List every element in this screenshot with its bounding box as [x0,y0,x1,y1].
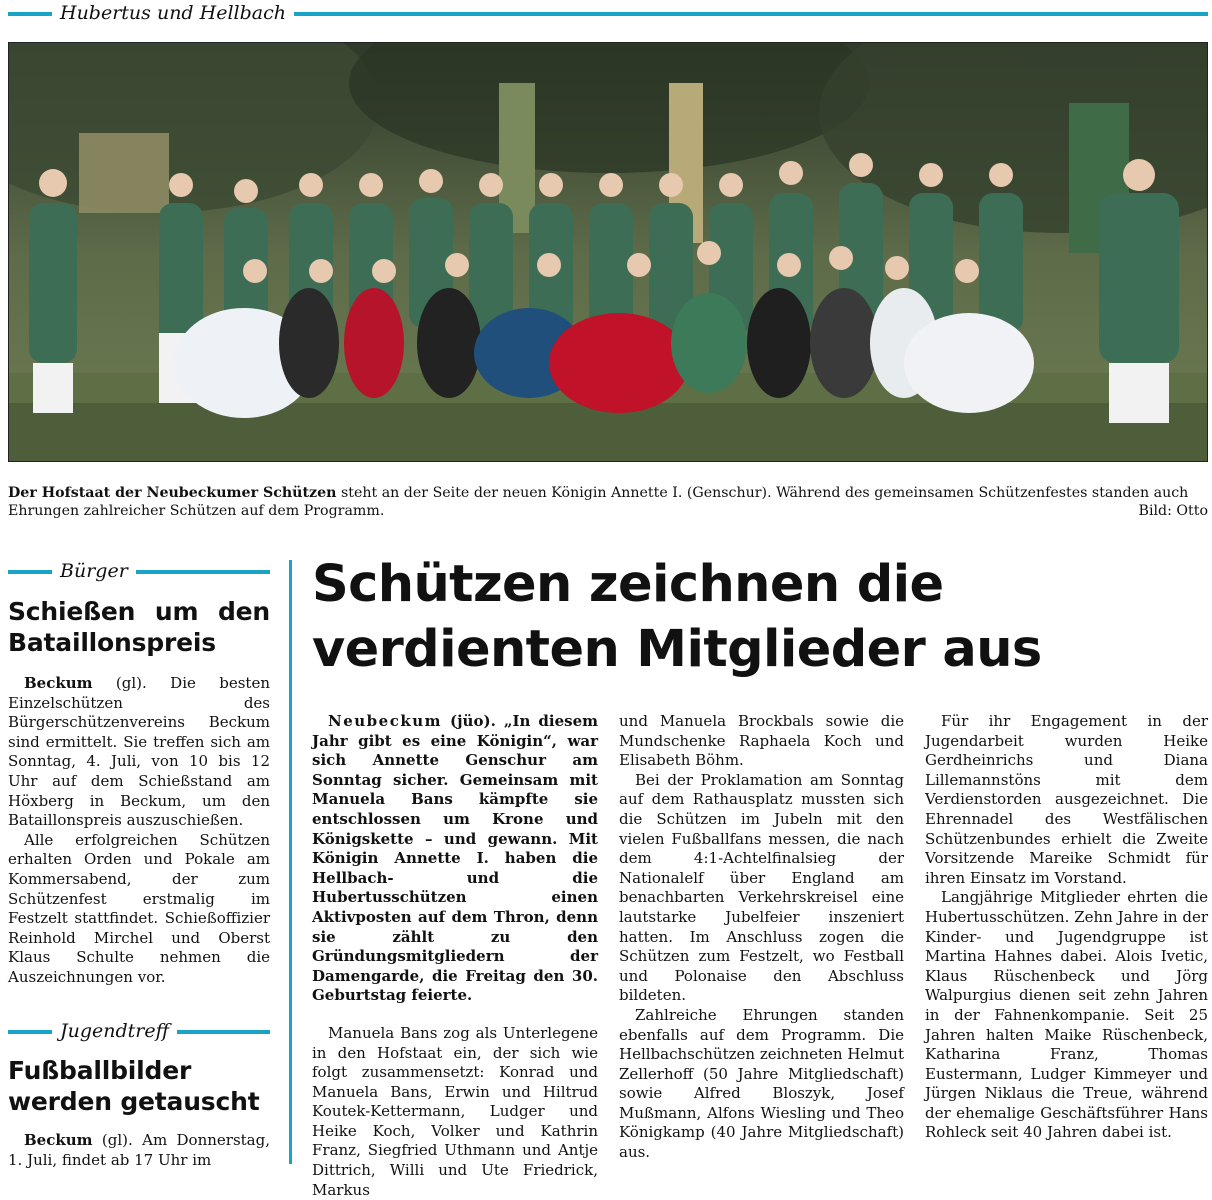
sidebar-headline-2: Fußballbilder werden getauscht [8,1056,260,1116]
article-column-3 [925,712,1208,1143]
kicker-bar-left [8,1030,52,1034]
kicker-bar-right [136,570,270,574]
kicker-bar-left [8,12,52,16]
photo-caption [8,484,1208,520]
sidebar-kicker-buerger [8,562,270,581]
sidebar-story-1 [8,596,270,988]
section-kicker [8,4,1208,23]
sidebar-paragraph [8,1131,270,1170]
column-divider [289,560,292,1164]
article-lead [312,712,598,1006]
article-column-2 [619,712,904,1163]
dateline: Neubeckum [328,712,442,730]
sidebar-kicker-text: Bürger [60,560,128,582]
sidebar-kicker-jugendtreff [8,1022,270,1041]
article-headline: Schützen zeichnen die verdienten Mitglieder aus [312,555,1042,679]
kicker-bar-left [8,570,52,574]
section-kicker-text: Hubertus und Hellbach [60,2,286,24]
dateline: Beckum [24,1131,93,1149]
sidebar-text: (gl). Am Donnerstag, 1. Juli, findet ab 17 Uhr im [8,1131,270,1169]
sidebar-headline-1: Schießen um den Bataillonspreis [8,597,270,657]
sidebar-text: (gl). Die besten Einzelschützen des Bürgerschützenvereins Beckum sind ermittelt. Sie treffen sich am Sonntag, 4. Juli, von 10 bis 12 Uhr auf dem Schießstand am Höxberg in Beckum, um den Bataillonspreis auszuschießen. [8,674,270,830]
article-column-1 [312,712,598,1200]
sidebar-kicker-text: Jugendtreff [60,1020,170,1042]
photo-credit: Bild: Otto [1138,503,1208,519]
lead-text: (jüo). „In diesem Jahr gibt es eine Königin“, war sich Annette Genschur am Sonntag sicher. Gemeinsam mit Manuela Bans kämpfte sie entschlossen um Krone und Königskette – und gewann. Mit Königin Annette I. haben die Hellbach- und die Hubertusschützen einen Aktivposten auf dem Thron, denn sie zählt zu den Gründungsmitgliedern der Damengarde, die Freitag den 30. Geburtstag feierte. [312,712,598,1005]
article-paragraph: Zahlreiche Ehrungen standen ebenfalls auf dem Programm. Die Hellbachschützen zeichneten Helmut Zellerhoff (50 Jahre Mitgliedschaft) sowie Alfred Bloszyk, Josef Mußmann, Alfons Wiesling und Theo Königkamp (40 Jahre Mitgliedschaft) aus. [619,1005,904,1162]
article-paragraph: Bei der Proklamation am Sonntag auf dem Rathausplatz mussten sich die Schützen im Jubeln mit den vielen Fußballfans messen, die nach dem 4:1-Achtelfinalsieg der Nationalelf über England am benachbarten Verkehrskreisel eine lautstarke Jubelfeier inszeniert hatten. Im Anschluss zogen die Schützen zum Festzelt, wo Festball und Polonaise den Abschluss bildeten. [619,770,904,1005]
article-paragraph: Manuela Bans zog als Unterlegene in den Hofstaat ein, der sich wie folgt zusammensetzt: Konrad und Manuela Bans, Erwin und Hiltrud Koutek-Kettermann, Ludger und Heike Koch, Volker und Kathrin Franz, Siegfried Uthmann und Antje Dittrich, Willi und Ute Friedrick, Markus [312,1023,598,1199]
photo-caption-bold: Der Hofstaat der Neubeckumer Schützen [8,485,337,501]
group-photo [8,42,1208,462]
kicker-bar-right [294,12,1208,16]
article-paragraph: Für ihr Engagement in der Jugendarbeit wurden Heike Gerdheinrichs und Diana Lillemannstöns mit dem Verdienstorden ausgezeichnet. Die Ehrennadel des Westfälischen Schützenbundes erhielt die Zweite Vorsitzende Mareike Schmidt für ihren Einsatz im Vorstand. [925,712,1208,887]
sidebar-paragraph [8,674,270,831]
group-photo-illustration [9,43,1208,462]
sidebar-story-2 [8,1055,270,1170]
sidebar-paragraph: Alle erfolgreichen Schützen erhalten Orden und Pokale am Kommersabend, der zum Schützenfest erstmalig im Festzelt stattfindet. Schießoffizier Reinhold Mirchel und Oberst Klaus Schulte nehmen die Auszeichnungen vor. [8,830,270,986]
dateline: Beckum [24,674,93,692]
photo-caption-text: steht an der Seite der neuen Königin Annette I. (Genschur). Während des gemeinsamen Schützenfestes standen auch Ehrungen zahlreicher Schützen auf dem Programm. [8,485,1189,519]
kicker-bar-right [177,1030,270,1034]
article-paragraph: und Manuela Brockbals sowie die Mundschenke Raphaela Koch und Elisabeth Böhm. [619,712,904,770]
article-paragraph: Langjährige Mitglieder ehrten die Hubertusschützen. Zehn Jahre in der Kinder- und Jugendgruppe ist Martina Hahnes dabei. Alois Ivetic, Klaus Rüschenbeck und Jörg Walpurgius dienen seit zehn Jahren in der Fahnenkompanie. Seit 25 Jahren halten Maike Rüschenbeck, Katharina Franz, Thomas Eustermann, Ludger Kimmeyer und Jürgen Niklaus die Treue, während der ehemalige Geschäftsführer Hans Rohleck seit 40 Jahren dabei ist. [925,888,1208,1142]
